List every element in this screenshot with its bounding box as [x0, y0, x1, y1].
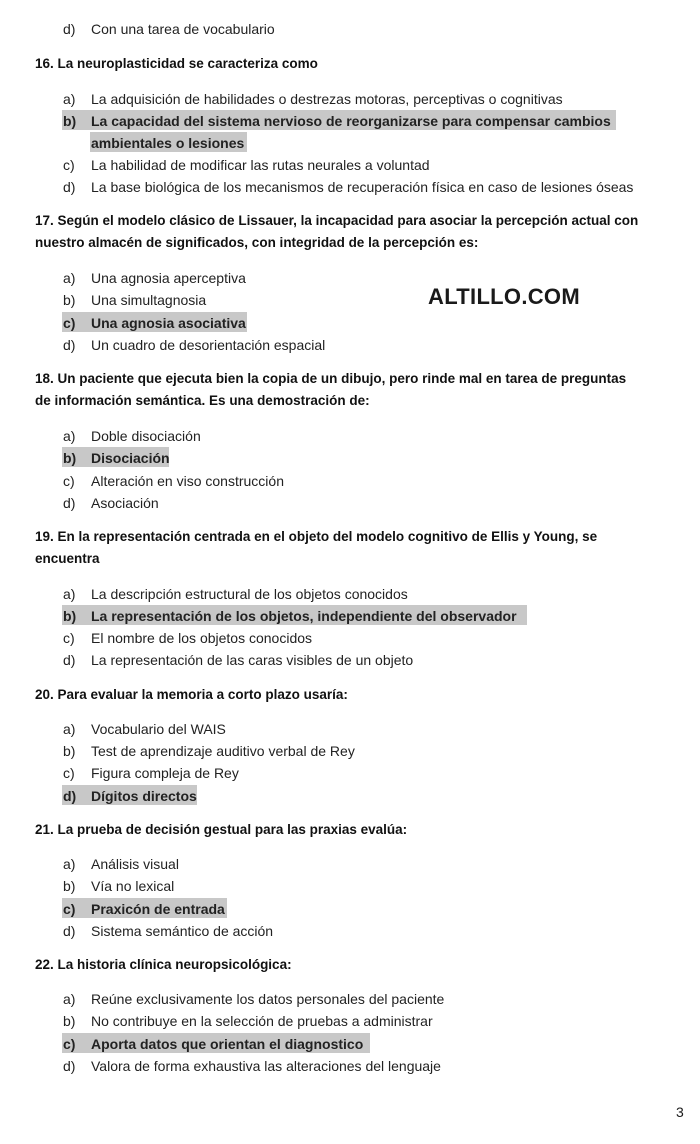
question-19-title-line2: encuentra: [35, 551, 100, 566]
question-16-title: 16. La neuroplasticidad se caracteriza como: [35, 56, 318, 71]
document-page: d) Con una tarea de vocabulario 16. La neuroplasticidad se caracteriza como a) La adquisición de habilidades o destrezas motoras, perceptivas o cognitivas b) La capacidad del sistema nervioso de reorganizarse para compensar cambios ambientales o lesiones c) La habilidad de modificar las rutas neurales a voluntad d) La base biológica de los mecanismos de recuperación física en caso de lesiones óseas 17. Según el modelo clásico de Lissauer, la incapacidad para asociar la percepción actual con nuestro almacén de significados, con integridad de la percepción es: a) Una agnosia aperceptiva b) Una simultagnosia c) Una agnosia asociativa d) Un cuadro de desorientación espacial ALTILLO.COM 18. Un paciente que ejecuta bien la copia de un dibujo, pero rinde mal en tarea de preguntas de información semántica. Es una demostración de: a) Doble disociación b) Disociación c) Alteración en viso construcción d) Asociación 19. En la representación centrada en el objeto del modelo cognitivo de Ellis y Young, se encuentra a) La descripción estructural de los objetos conocidos b) La representación de los objetos, independiente del observador c) El nombre de los objetos conocidos d) La representación de las caras visibles de un objeto 20. Para evaluar la memoria a corto plazo usaría: a) Vocabulario del WAIS b) Test de aprendizaje auditivo verbal de Rey c) Figura compleja de Rey d) Dígitos directos 21. La prueba de decisión gestual para las praxias evalúa: a) Análisis visual b) Vía no lexical c) Praxicón de entrada d) Sistema semántico de acción 22. La historia clínica neuropsicológica: a) Reúne exclusivamente los datos personales del paciente b) No contribuye en la selección de pruebas a administrar c) Aporta datos que orientan el diagnostico d) Valora de forma exhaustiva las alteraciones del lenguaje 3: [35, 21, 684, 1120]
page-number: 3: [676, 1104, 684, 1120]
question-22-title: 22. La historia clínica neuropsicológica:: [35, 957, 292, 972]
question-17-title-line1: 17. Según el modelo clásico de Lissauer, la incapacidad para asociar la percepción actual con: [35, 213, 639, 228]
watermark-logo: ALTILLO.COM: [428, 284, 580, 309]
question-21-title: 21. La prueba de decisión gestual para las praxias evalúa:: [35, 822, 408, 837]
question-18-title-line2: de información semántica. Es una demostración de:: [35, 393, 370, 408]
question-17-title-line2: nuestro almacén de significados, con integridad de la percepción es:: [35, 235, 479, 250]
q16-option-b-continuation: ambientales o lesiones: [91, 135, 245, 151]
question-20-title: 20. Para evaluar la memoria a corto plazo usaría:: [35, 687, 348, 702]
question-18-title-line1: 18. Un paciente que ejecuta bien la copia de un dibujo, pero rinde mal en tarea de preguntas: [35, 371, 627, 386]
question-19-title-line1: 19. En la representación centrada en el objeto del modelo cognitivo de Ellis y Young, se: [35, 529, 598, 544]
